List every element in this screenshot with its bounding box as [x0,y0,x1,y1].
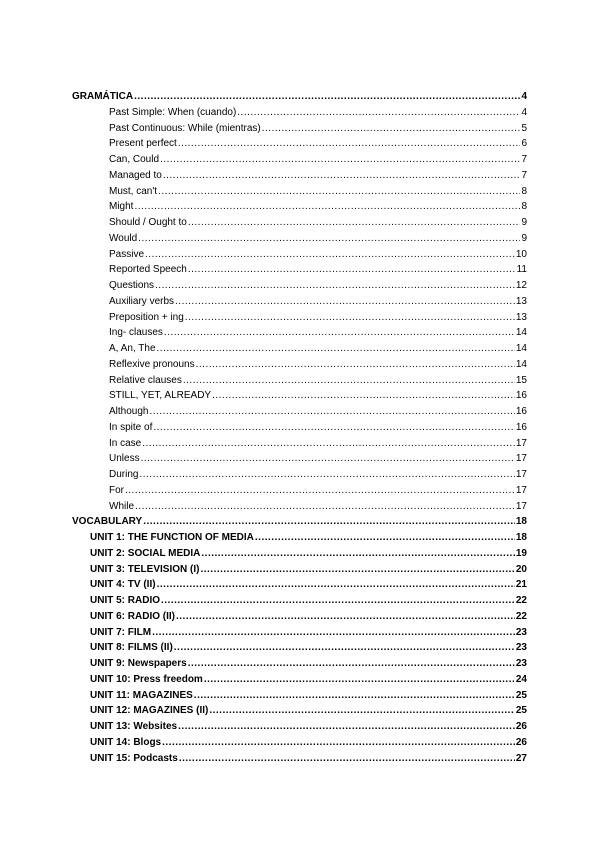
toc-entry[interactable] [72,105,527,121]
toc-dot-leader [157,577,515,593]
toc-entry[interactable] [72,609,527,625]
toc-page-number: 16 [515,421,527,433]
toc-dot-leader [125,483,515,499]
toc-dot-leader [209,703,515,719]
toc-entry[interactable] [72,341,527,357]
toc-dot-leader [262,121,521,137]
toc-dot-leader [175,294,515,310]
toc-page-number: 12 [515,280,527,291]
toc-page-number: 17 [515,453,527,465]
toc-entry[interactable] [72,388,527,404]
toc-entry-title: Present perfect [109,138,177,150]
toc-page-number: 8 [521,185,527,197]
toc-page-number: 17 [515,500,527,512]
toc-dot-leader [162,735,515,751]
toc-dot-leader [176,609,515,625]
toc-dot-leader [183,373,515,389]
toc-entry-title: Might [109,201,134,213]
toc-dot-leader [212,388,515,404]
toc-dot-leader [152,625,515,641]
toc-page-number: 23 [515,658,527,669]
toc-dot-leader [178,719,515,735]
toc-dot-leader [188,262,516,278]
toc-page-number: 25 [515,689,527,701]
toc-entry-title: UNIT 7: FILM [90,626,152,638]
toc-page-number: 10 [515,248,527,260]
toc-entry[interactable] [72,656,527,672]
toc-entry-title: Past Continuous: While (mientras) [109,122,261,134]
toc-entry[interactable] [72,625,527,641]
toc-dot-leader [194,688,515,704]
toc-entry[interactable] [72,467,527,483]
toc-dot-leader [178,136,521,152]
toc-entry[interactable] [72,152,527,168]
toc-entry[interactable] [72,672,527,688]
toc-entry[interactable] [72,546,527,562]
toc-entry[interactable] [72,688,527,704]
toc-entry[interactable] [72,719,527,735]
toc-dot-leader [139,467,514,483]
toc-page-number: 16 [515,390,527,402]
toc-entry-title: While [109,500,135,512]
toc-entry-title: Relative clauses [109,374,182,386]
toc-entry-title: Preposition + ing [109,311,184,323]
toc-section-entry[interactable] [72,514,527,530]
toc-page-number: 13 [515,295,527,307]
toc-entry-title: A, An, The [109,343,156,354]
toc-page-number: 22 [515,610,527,622]
toc-entry[interactable] [72,310,527,326]
toc-page-number: 23 [515,642,527,654]
toc-dot-leader [153,420,515,436]
toc-dot-leader [161,593,515,609]
toc-entry-title: STILL, YET, ALREADY [109,390,212,402]
toc-entry[interactable] [72,640,527,656]
toc-page-number: 17 [515,469,527,480]
table-of-contents [72,89,527,766]
toc-dot-leader [204,672,515,688]
toc-dot-leader [160,152,520,168]
toc-dot-leader [134,89,520,105]
toc-entry-title: Although [109,406,149,417]
toc-entry-title: For [109,484,124,496]
toc-entry-title: Ing- clauses [109,327,163,339]
toc-entry-title: UNIT 9: Newspapers [90,658,187,669]
toc-entry-title: UNIT 10: Press freedom [90,673,203,685]
toc-page-number: 26 [515,736,527,748]
toc-entry-title: UNIT 5: RADIO [90,595,160,606]
toc-entry[interactable] [72,451,527,467]
toc-entry[interactable] [72,325,527,341]
toc-entry[interactable] [72,499,527,515]
toc-dot-leader [143,514,515,530]
toc-entry-title: UNIT 8: FILMS (II) [90,642,173,654]
toc-entry-title: During [109,469,139,480]
toc-dot-leader [134,199,520,215]
toc-entry-title: UNIT 11: MAGAZINES [90,689,193,701]
toc-dot-leader [174,640,515,656]
toc-entry[interactable] [72,436,527,452]
toc-dot-leader [188,215,521,231]
toc-page-number: 11 [516,264,527,276]
toc-entry-title: Reported Speech [109,264,187,276]
toc-page-number: 5 [521,122,527,134]
toc-dot-leader [163,168,521,184]
toc-entry[interactable] [72,483,527,499]
toc-entry-title: Would [109,232,138,244]
toc-dot-leader [196,357,515,373]
toc-entry[interactable] [72,231,527,247]
toc-page-number: 19 [515,547,527,559]
toc-entry[interactable] [72,420,527,436]
toc-entry[interactable] [72,184,527,200]
toc-entry[interactable] [72,278,527,294]
toc-dot-leader [135,499,515,515]
toc-entry-title: Must, can't [109,185,158,197]
toc-page-number: 7 [521,154,527,165]
toc-page-number: 8 [521,201,527,213]
toc-entry[interactable] [72,593,527,609]
toc-entry-title: Passive [109,248,145,260]
toc-entry-title: UNIT 2: SOCIAL MEDIA [90,547,201,559]
toc-entry-title: Auxiliary verbs [109,295,175,307]
toc-dot-leader [142,436,515,452]
toc-section-entry[interactable] [72,89,527,105]
toc-entry-title: UNIT 6: RADIO (II) [90,610,175,622]
toc-entry-title: UNIT 1: THE FUNCTION OF MEDIA [90,532,254,543]
toc-entry[interactable] [72,357,527,373]
toc-entry-title: UNIT 15: Podcasts [90,752,178,764]
toc-dot-leader [141,451,515,467]
toc-page-number: 22 [515,595,527,606]
toc-dot-leader [237,105,520,121]
toc-page-number: 13 [515,311,527,323]
toc-dot-leader [158,184,520,200]
toc-entry-title: UNIT 3: TELEVISION (I) [90,563,200,575]
toc-dot-leader [255,530,515,546]
toc-entry-title: UNIT 14: Blogs [90,736,162,748]
toc-page-number: 14 [515,358,527,370]
toc-page-number: 23 [515,626,527,638]
toc-dot-leader [155,278,515,294]
toc-entry[interactable] [72,168,527,184]
toc-page-number: 25 [515,705,527,717]
toc-entry-title: In case [109,437,142,449]
toc-dot-leader [185,310,515,326]
toc-entry-title: Reflexive pronouns [109,358,195,370]
toc-entry[interactable] [72,751,527,767]
toc-entry[interactable] [72,121,527,137]
toc-dot-leader [179,751,515,767]
toc-page-number: 14 [515,327,527,339]
toc-entry[interactable] [72,199,527,215]
toc-dot-leader [149,404,514,420]
toc-entry[interactable] [72,703,527,719]
toc-entry[interactable] [72,735,527,751]
toc-entry-title: Unless [109,453,140,465]
toc-entry-title: Past Simple: When (cuando) [109,106,237,118]
toc-page-number: 4 [521,106,527,118]
toc-entry-title: Should / Ought to [109,217,187,228]
toc-page-number: 9 [521,232,527,244]
toc-entry[interactable] [72,373,527,389]
toc-entry-title: VOCABULARY [72,516,143,528]
toc-page-number: 14 [515,343,527,354]
toc-entry-title: In spite of [109,421,153,433]
toc-page-number: 24 [515,673,527,685]
toc-entry[interactable] [72,247,527,263]
toc-dot-leader [188,656,515,672]
toc-entry-title: Can, Could [109,154,160,165]
toc-page-number: 17 [515,484,527,496]
toc-page-number: 16 [515,406,527,417]
toc-page-number: 7 [521,169,527,181]
toc-entry-title: UNIT 4: TV (II) [90,579,156,591]
toc-entry-title: Questions [109,280,155,291]
toc-page-number: 4 [521,91,527,102]
toc-entry-title: GRAMÁTICA [72,91,134,102]
toc-page-number: 9 [521,217,527,228]
toc-dot-leader [138,231,520,247]
toc-dot-leader [164,325,515,341]
toc-entry-title: UNIT 12: MAGAZINES (II) [90,705,209,717]
toc-entry[interactable] [72,404,527,420]
toc-page-number: 20 [515,563,527,575]
toc-dot-leader [157,341,515,357]
toc-page-number: 18 [515,516,527,528]
toc-dot-leader [145,247,515,263]
toc-dot-leader [200,562,514,578]
toc-entry-title: Managed to [109,169,162,181]
toc-entry[interactable] [72,530,527,546]
toc-entry[interactable] [72,262,527,278]
toc-entry[interactable] [72,577,527,593]
toc-entry-title: UNIT 13: Websites [90,721,178,732]
toc-page-number: 21 [515,579,527,591]
toc-entry[interactable] [72,562,527,578]
toc-entry[interactable] [72,294,527,310]
toc-page-number: 17 [515,437,527,449]
toc-dot-leader [201,546,514,562]
toc-page-number: 18 [515,532,527,543]
toc-page-number: 26 [515,721,527,732]
toc-entry[interactable] [72,136,527,152]
toc-page-number: 6 [521,138,527,150]
toc-page-number: 27 [515,752,527,764]
toc-entry[interactable] [72,215,527,231]
toc-page-number: 15 [515,374,527,386]
